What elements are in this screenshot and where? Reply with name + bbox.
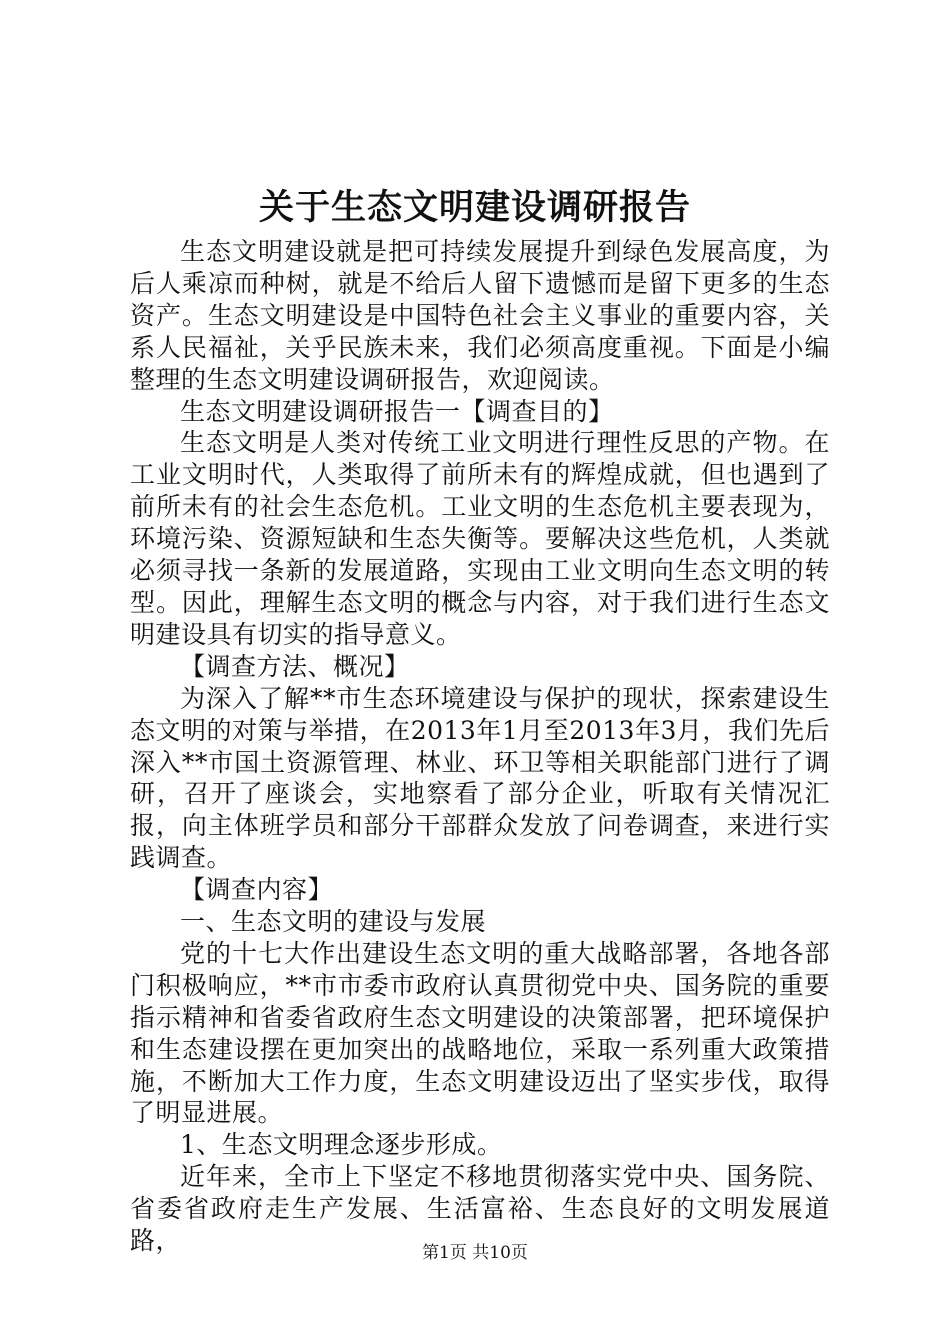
paragraph-intro: 生态文明建设就是把可持续发展提升到绿色发展高度，为后人乘凉而种树，就是不给后人留下遗憾而是留下更多的生态资产。生态文明建设是中国特色社会主义事业的重要内容，关系人民福祉，关乎民族未来，我们必须高度重视。下面是小编整理的生态文明建设调研报告，欢迎阅读。 [130,237,830,394]
document-body [130,236,830,1257]
point-heading-1: 1、生态文明理念逐步形成。 [180,1130,503,1160]
section-heading-purpose: 生态文明建设调研报告一【调查目的】 [180,396,614,426]
paragraph-development: 党的十七大作出建设生态文明的重大战略部署，各地各部门积极响应，**市市委市政府认真贯彻党中央、国务院的重要指示精神和省委省政府生态文明建设的决策部署，把环境保护和生态建设摆在更加突出的战略地位，采取一系列重大政策措施，不断加大工作力度，生态文明建设迈出了坚实步伐，取得了明显进展。 [130,938,830,1128]
paragraph-purpose: 生态文明是人类对传统工业文明进行理性反思的产物。在工业文明时代，人类取得了前所未有的辉煌成就，但也遇到了前所未有的社会生态危机。工业文明的生态危机主要表现为，环境污染、资源短缺和生态失衡等。要解决这些危机，人类就必须寻找一条新的发展道路，实现由工业文明向生态文明的转型。因此，理解生态文明的概念与内容，对于我们进行生态文明建设具有切实的指导意义。 [130,428,830,649]
document-title: 关于生态文明建设调研报告 [258,188,691,228]
paragraph-method: 为深入了解**市生态环境建设与保护的现状，探索建设生态文明的对策与举措，在2013年1月至2013年3月，我们先后深入**市国土资源管理、林业、环卫等相关职能部门进行了调研，召开了座谈会，实地察看了部分企业，听取有关情况汇报，向主体班学员和部分干部群众发放了问卷调查，来进行实践调查。 [130,683,830,873]
page-footer: 第1页 共10页 [422,1243,528,1263]
section-heading-method: 【调查方法、概况】 [180,651,410,681]
paragraph-recent-years: 近年来，全市上下坚定不移地贯彻落实党中央、国务院、省委省政府走生产发展、生活富裕、生态良好的文明发展道路， [130,1162,830,1256]
subsection-heading-1: 一、生态文明的建设与发展 [180,907,487,937]
section-heading-content: 【调查内容】 [180,875,334,905]
